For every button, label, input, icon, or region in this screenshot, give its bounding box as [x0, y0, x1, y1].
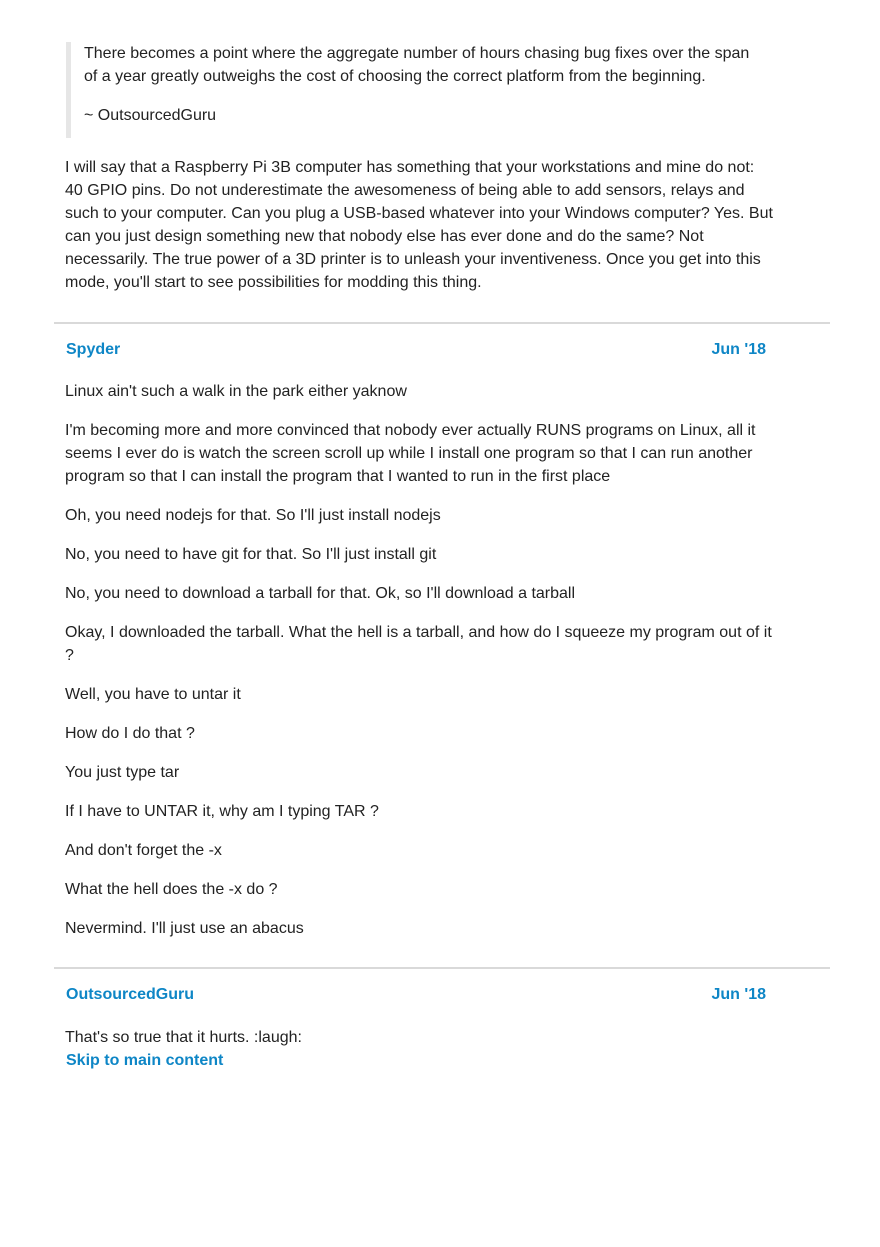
paragraph: How do I do that ?	[65, 725, 195, 742]
paragraph: What the hell does the -x do ?	[65, 881, 278, 898]
quote-text: There becomes a point where the aggregate number of hours chasing bug fixes over the span of a year greatly outweighs the cost of choosing the correct platform from the beginning.	[84, 45, 750, 85]
paragraph: No, you need to have git for that. So I'll just install git	[65, 546, 437, 563]
post-author-link[interactable]: OutsourcedGuru	[66, 986, 195, 1003]
paragraph: No, you need to download a tarball for that. Ok, so I'll download a tarball	[65, 585, 576, 602]
paragraph: I'm becoming more and more convinced that nobody ever actually RUNS programs on Linux, all it seems I ever do is watch the screen scroll up while I install one program so that I can run another program so that I can install the program that I wanted to run in the first place	[65, 422, 756, 485]
paragraph: Okay, I downloaded the tarball. What the hell is a tarball, and how do I squeeze my program out of it ?	[65, 624, 772, 664]
paragraph: I will say that a Raspberry Pi 3B computer has something that your workstations and mine do not: 40 GPIO pins. Do not underestimate the awesomeness of being able to add sensors, relays and such to your computer. Can you plug a USB-based whatever into your Windows computer? Yes. But can you just design something new that nobody else has ever done and do the same? Not necessarily. The true power of a 3D printer is to unleash your inventiveness. Once you get into this mode, you'll start to see possibilities for modding this thing.	[65, 159, 773, 291]
post-body	[65, 1026, 775, 1049]
paragraph: If I have to UNTAR it, why am I typing TAR ?	[65, 803, 379, 820]
post-divider	[54, 322, 830, 324]
paragraph: Linux ain't such a walk in the park either yaknow	[65, 383, 407, 400]
blockquote	[66, 42, 766, 138]
paragraph: Oh, you need nodejs for that. So I'll just install nodejs	[65, 507, 441, 524]
post-header	[66, 985, 766, 1005]
skip-to-main-content-link[interactable]: Skip to main content	[66, 1052, 224, 1069]
post-body-previous	[65, 156, 775, 294]
post-date-link[interactable]: Jun '18	[711, 341, 766, 358]
paragraph: Well, you have to untar it	[65, 686, 241, 703]
quote-attribution: ~ OutsourcedGuru	[84, 107, 217, 124]
paragraph: That's so true that it hurts. :laugh:	[65, 1029, 302, 1046]
post-date-link[interactable]: Jun '18	[711, 986, 766, 1003]
post-body	[65, 380, 775, 956]
paragraph: And don't forget the -x	[65, 842, 222, 859]
post-header	[66, 340, 766, 360]
paragraph: Nevermind. I'll just use an abacus	[65, 920, 304, 937]
post-divider	[54, 967, 830, 969]
post-author-link[interactable]: Spyder	[66, 341, 121, 358]
paragraph: You just type tar	[65, 764, 180, 781]
